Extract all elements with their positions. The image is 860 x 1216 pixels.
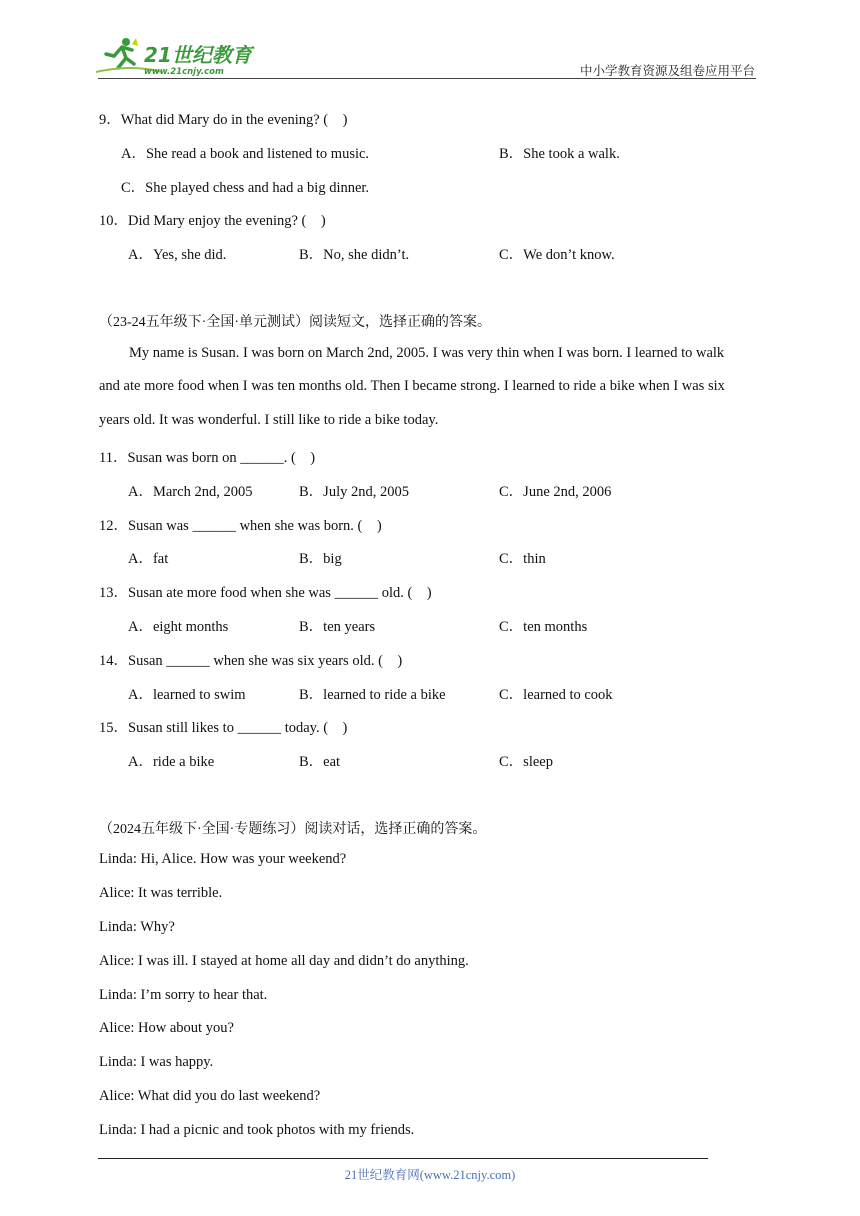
question-15-option-a: A．ride a bike — [128, 754, 215, 770]
runner-logo-icon — [92, 34, 262, 78]
question-13-option-b: B．ten years — [299, 619, 376, 635]
question-9-option-b: B．She took a walk. — [499, 146, 620, 162]
question-11-option-b: B．July 2nd, 2005 — [299, 484, 409, 500]
dialogue-line: Alice: It was terrible. — [99, 885, 223, 901]
passage-line-3: years old. It was wonderful. I still like to ride a bike today. — [99, 412, 439, 428]
question-12-option-c: C．thin — [499, 551, 546, 567]
question-15-option-c: C．sleep — [499, 754, 553, 770]
dialogue-line: Alice: What did you do last weekend? — [99, 1088, 321, 1104]
question-9-option-a: A．She read a book and listened to music. — [121, 146, 370, 162]
question-14-option-c: C．learned to cook — [499, 687, 613, 703]
question-14-option-a: A．learned to swim — [128, 687, 246, 703]
passage-line-2: and ate more food when I was ten months old. Then I became strong. I learned to ride a bike when I was six — [99, 378, 725, 394]
dialogue-line: Linda: I was happy. — [99, 1054, 214, 1070]
question-13-stem: 13．Susan ate more food when she was ______ old. ( ) — [99, 585, 432, 601]
question-10-option-a: A．Yes, she did. — [128, 247, 227, 263]
question-12-option-a: A．fat — [128, 551, 169, 567]
question-13-option-c: C．ten months — [499, 619, 588, 635]
logo-url: www.21cnjy.com — [144, 67, 224, 77]
question-11-option-a: A．March 2nd, 2005 — [128, 484, 253, 500]
question-13-option-a: A．eight months — [128, 619, 229, 635]
question-10-option-c: C．We don’t know. — [499, 247, 615, 263]
dialogue-line: Linda: I had a picnic and took photos with my friends. — [99, 1122, 415, 1138]
question-9-option-c: C．She played chess and had a big dinner. — [121, 180, 370, 196]
question-15-option-b: B．eat — [299, 754, 341, 770]
header-divider — [98, 78, 756, 79]
dialogue-line: Linda: I’m sorry to hear that. — [99, 987, 268, 1003]
dialogue-line: Alice: How about you? — [99, 1020, 234, 1036]
footer-link[interactable]: 21世纪教育网(www.21cnjy.com) — [344, 1168, 516, 1182]
question-14-option-b: B．learned to ride a bike — [299, 687, 446, 703]
question-14-stem: 14．Susan ______ when she was six years old. ( ) — [99, 653, 403, 669]
dialogue-line: Linda: Hi, Alice. How was your weekend? — [99, 851, 347, 867]
site-logo — [92, 34, 262, 78]
logo-title: 21世纪教育 — [144, 43, 252, 67]
section-c-label: （2024五年级下·全国·专题练习）阅读对话，选择正确的答案。 — [99, 822, 487, 837]
question-12-option-b: B．big — [299, 551, 342, 567]
question-9-stem: 9．What did Mary do in the evening? ( ) — [99, 112, 348, 128]
dialogue-line: Alice: I was ill. I stayed at home all day and didn’t do anything. — [99, 953, 469, 969]
header-platform-text: 中小学教育资源及组卷应用平台 — [579, 64, 755, 78]
question-12-stem: 12．Susan was ______ when she was born. ( ) — [99, 518, 382, 534]
question-11-stem: 11．Susan was born on ______. ( ) — [99, 450, 316, 466]
section-b-label: （23-24五年级下·全国·单元测试）阅读短文，选择正确的答案。 — [99, 315, 491, 330]
footer-divider — [98, 1158, 708, 1159]
question-11-option-c: C．June 2nd, 2006 — [499, 484, 612, 500]
question-10-stem: 10．Did Mary enjoy the evening? ( ) — [99, 213, 326, 229]
question-15-stem: 15．Susan still likes to ______ today. ( ) — [99, 720, 348, 736]
dialogue-line: Linda: Why? — [99, 919, 175, 935]
passage-line-1: My name is Susan. I was born on March 2nd, 2005. I was very thin when I was born. I learned to walk — [129, 345, 725, 361]
question-10-option-b: B．No, she didn’t. — [299, 247, 410, 263]
